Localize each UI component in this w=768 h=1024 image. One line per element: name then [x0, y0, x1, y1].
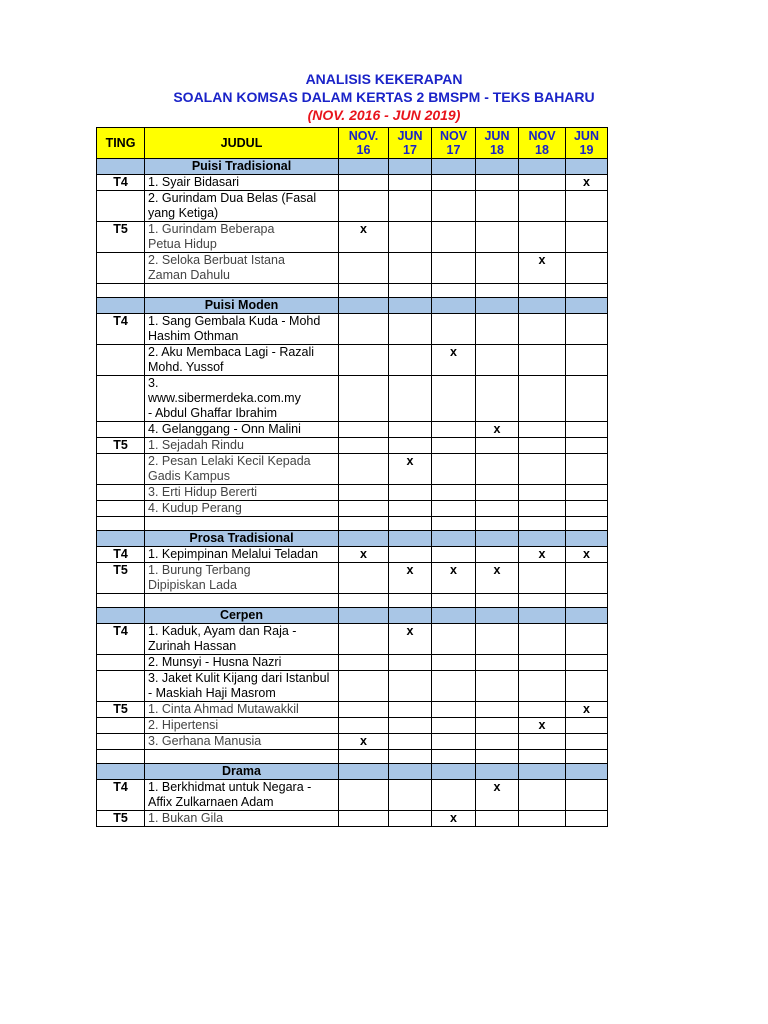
mark-cell [476, 811, 519, 827]
blank-cell [566, 594, 608, 608]
section-empty-cell [566, 764, 608, 780]
mark-cell [432, 438, 476, 454]
judul-cell: 1. Berkhidmat untuk Negara - Affix Zulkarnaen Adam [145, 780, 339, 811]
blank-cell [97, 594, 145, 608]
mark-cell [476, 624, 519, 655]
section-empty-cell [432, 531, 476, 547]
section-ting-cell [97, 764, 145, 780]
table-row [97, 624, 608, 655]
blank-cell [476, 284, 519, 298]
section-title: Prosa Tradisional [145, 531, 339, 547]
blank-row [97, 594, 608, 608]
ting-cell: T4 [97, 780, 145, 811]
judul-cell: 3. Erti Hidup Bererti [145, 485, 339, 501]
mark-cell [432, 454, 476, 485]
section-empty-cell [339, 531, 389, 547]
mark-cell: x [339, 222, 389, 253]
mark-cell [519, 376, 566, 422]
blank-cell [476, 517, 519, 531]
mark-cell [566, 222, 608, 253]
blank-cell [339, 517, 389, 531]
mark-cell [389, 314, 432, 345]
ting-cell: T4 [97, 547, 145, 563]
table-row [97, 811, 608, 827]
blank-cell [389, 517, 432, 531]
mark-cell [432, 253, 476, 284]
blank-cell [519, 594, 566, 608]
mark-cell [432, 624, 476, 655]
section-empty-cell [389, 159, 432, 175]
mark-cell [432, 314, 476, 345]
mark-cell [519, 734, 566, 750]
mark-cell [519, 501, 566, 517]
mark-cell [432, 501, 476, 517]
ting-cell [97, 376, 145, 422]
mark-cell [519, 345, 566, 376]
judul-cell: 4. Gelanggang - Onn Malini [145, 422, 339, 438]
blank-cell [389, 284, 432, 298]
header-judul: JUDUL [145, 128, 339, 159]
mark-cell: x [519, 253, 566, 284]
mark-cell [432, 734, 476, 750]
table-row [97, 345, 608, 376]
mark-cell [566, 314, 608, 345]
blank-cell [97, 750, 145, 764]
mark-cell [476, 485, 519, 501]
header-col-jun19: JUN 19 [566, 128, 608, 159]
table-row [97, 454, 608, 485]
mark-cell [389, 702, 432, 718]
mark-cell: x [389, 563, 432, 594]
blank-row [97, 750, 608, 764]
ting-cell [97, 253, 145, 284]
mark-cell [519, 222, 566, 253]
mark-cell [566, 191, 608, 222]
mark-cell [519, 191, 566, 222]
header-ting: TING [97, 128, 145, 159]
section-empty-cell [476, 531, 519, 547]
mark-cell [389, 655, 432, 671]
blank-cell [476, 594, 519, 608]
mark-cell [476, 501, 519, 517]
table-row [97, 191, 608, 222]
section-empty-cell [432, 159, 476, 175]
section-empty-cell [519, 531, 566, 547]
mark-cell [339, 175, 389, 191]
blank-cell [432, 517, 476, 531]
mark-cell [339, 345, 389, 376]
mark-cell [519, 702, 566, 718]
mark-cell [476, 671, 519, 702]
mark-cell [566, 563, 608, 594]
title-line-2: SOALAN KOMSAS DALAM KERTAS 2 BMSPM - TEKS BAHARU [173, 89, 595, 105]
mark-cell [339, 811, 389, 827]
section-empty-cell [432, 764, 476, 780]
blank-cell [339, 594, 389, 608]
header-col-jun17: JUN 17 [389, 128, 432, 159]
blank-cell [566, 284, 608, 298]
section-row [97, 608, 608, 624]
blank-cell [432, 284, 476, 298]
section-title: Drama [145, 764, 339, 780]
mark-cell [566, 655, 608, 671]
blank-cell [145, 750, 339, 764]
mark-cell [476, 222, 519, 253]
section-empty-cell [339, 764, 389, 780]
ting-cell [97, 734, 145, 750]
mark-cell [432, 655, 476, 671]
blank-cell [339, 284, 389, 298]
mark-cell [339, 422, 389, 438]
mark-cell [476, 655, 519, 671]
blank-cell [476, 750, 519, 764]
section-empty-cell [476, 608, 519, 624]
judul-cell: 2. Aku Membaca Lagi - Razali Mohd. Yussof [145, 345, 339, 376]
judul-cell: 2. Pesan Lelaki Kecil Kepada Gadis Kampus [145, 454, 339, 485]
mark-cell [519, 438, 566, 454]
mark-cell [389, 718, 432, 734]
mark-cell [519, 563, 566, 594]
blank-cell [389, 750, 432, 764]
judul-cell: 3. Gerhana Manusia [145, 734, 339, 750]
mark-cell [389, 175, 432, 191]
mark-cell [339, 671, 389, 702]
judul-cell: 1. Kepimpinan Melalui Teladan [145, 547, 339, 563]
mark-cell [432, 191, 476, 222]
mark-cell [476, 454, 519, 485]
mark-cell [389, 191, 432, 222]
blank-cell [519, 517, 566, 531]
mark-cell [519, 624, 566, 655]
section-empty-cell [519, 764, 566, 780]
table-row [97, 671, 608, 702]
table-row [97, 222, 608, 253]
ting-cell: T5 [97, 222, 145, 253]
ting-cell: T4 [97, 314, 145, 345]
mark-cell [432, 671, 476, 702]
ting-cell [97, 501, 145, 517]
mark-cell [566, 718, 608, 734]
mark-cell [519, 655, 566, 671]
mark-cell [389, 422, 432, 438]
section-row [97, 298, 608, 314]
section-ting-cell [97, 298, 145, 314]
judul-cell: 2. Gurindam Dua Belas (Fasal yang Ketiga) [145, 191, 339, 222]
ting-cell [97, 655, 145, 671]
section-empty-cell [389, 608, 432, 624]
section-title: Puisi Moden [145, 298, 339, 314]
mark-cell [566, 253, 608, 284]
judul-cell: 1. Bukan Gila [145, 811, 339, 827]
section-empty-cell [389, 531, 432, 547]
mark-cell [519, 175, 566, 191]
table-row [97, 734, 608, 750]
mark-cell [432, 780, 476, 811]
section-row [97, 764, 608, 780]
mark-cell [519, 671, 566, 702]
section-row [97, 159, 608, 175]
table-row [97, 702, 608, 718]
mark-cell [339, 376, 389, 422]
mark-cell [566, 780, 608, 811]
mark-cell [432, 485, 476, 501]
mark-cell [566, 345, 608, 376]
section-empty-cell [476, 159, 519, 175]
section-row [97, 531, 608, 547]
section-empty-cell [339, 608, 389, 624]
section-ting-cell [97, 531, 145, 547]
mark-cell [389, 811, 432, 827]
ting-cell [97, 422, 145, 438]
mark-cell [389, 376, 432, 422]
mark-cell: x [339, 734, 389, 750]
mark-cell [476, 191, 519, 222]
ting-cell [97, 191, 145, 222]
mark-cell [566, 454, 608, 485]
mark-cell [339, 702, 389, 718]
mark-cell [566, 671, 608, 702]
mark-cell [339, 314, 389, 345]
mark-cell [519, 314, 566, 345]
mark-cell [566, 501, 608, 517]
mark-cell [339, 501, 389, 517]
mark-cell: x [566, 175, 608, 191]
table-row [97, 314, 608, 345]
table-row [97, 422, 608, 438]
judul-cell: 1. Sang Gembala Kuda - Mohd Hashim Othman [145, 314, 339, 345]
blank-row [97, 517, 608, 531]
mark-cell: x [476, 563, 519, 594]
mark-cell: x [476, 780, 519, 811]
blank-cell [145, 284, 339, 298]
table-row [97, 175, 608, 191]
mark-cell [389, 671, 432, 702]
mark-cell: x [432, 563, 476, 594]
section-empty-cell [476, 298, 519, 314]
mark-cell: x [339, 547, 389, 563]
mark-cell [389, 438, 432, 454]
section-title: Cerpen [145, 608, 339, 624]
mark-cell [389, 501, 432, 517]
mark-cell [339, 563, 389, 594]
section-empty-cell [476, 764, 519, 780]
table-body [97, 159, 608, 827]
judul-cell: 1. Burung Terbang Dipipiskan Lada [145, 563, 339, 594]
mark-cell [339, 718, 389, 734]
judul-cell: 2. Hipertensi [145, 718, 339, 734]
ting-cell [97, 485, 145, 501]
header-row [97, 128, 608, 159]
mark-cell [566, 422, 608, 438]
mark-cell [566, 811, 608, 827]
mark-cell [389, 780, 432, 811]
mark-cell [339, 454, 389, 485]
mark-cell [389, 485, 432, 501]
mark-cell [432, 422, 476, 438]
title-line-3: (NOV. 2016 - JUN 2019) [307, 107, 461, 123]
mark-cell [339, 655, 389, 671]
blank-cell [519, 750, 566, 764]
section-empty-cell [566, 608, 608, 624]
mark-cell [566, 438, 608, 454]
blank-cell [145, 517, 339, 531]
document-title [0, 70, 768, 124]
section-empty-cell [432, 608, 476, 624]
table-row [97, 718, 608, 734]
header-col-nov16: NOV. 16 [339, 128, 389, 159]
mark-cell: x [476, 422, 519, 438]
ting-cell: T4 [97, 175, 145, 191]
mark-cell [476, 175, 519, 191]
mark-cell [432, 547, 476, 563]
table-row [97, 376, 608, 422]
judul-cell: 3. www.sibermerdeka.com.my - Abdul Ghaffar Ibrahim [145, 376, 339, 422]
mark-cell [476, 376, 519, 422]
section-empty-cell [566, 159, 608, 175]
section-empty-cell [389, 764, 432, 780]
blank-cell [566, 750, 608, 764]
blank-cell [339, 750, 389, 764]
section-empty-cell [389, 298, 432, 314]
mark-cell [566, 734, 608, 750]
mark-cell [566, 485, 608, 501]
mark-cell [389, 222, 432, 253]
section-ting-cell [97, 608, 145, 624]
section-empty-cell [519, 159, 566, 175]
ting-cell [97, 718, 145, 734]
mark-cell [476, 718, 519, 734]
ting-cell [97, 454, 145, 485]
table-row [97, 501, 608, 517]
mark-cell [432, 376, 476, 422]
mark-cell [339, 253, 389, 284]
mark-cell [519, 454, 566, 485]
mark-cell [432, 718, 476, 734]
table-row [97, 547, 608, 563]
ting-cell: T4 [97, 624, 145, 655]
mark-cell [389, 253, 432, 284]
mark-cell [339, 191, 389, 222]
mark-cell: x [389, 624, 432, 655]
mark-cell [339, 438, 389, 454]
table-row [97, 780, 608, 811]
judul-cell: 4. Kudup Perang [145, 501, 339, 517]
mark-cell [476, 702, 519, 718]
mark-cell [566, 624, 608, 655]
mark-cell: x [519, 547, 566, 563]
mark-cell [476, 253, 519, 284]
mark-cell [476, 734, 519, 750]
ting-cell: T5 [97, 563, 145, 594]
mark-cell [476, 547, 519, 563]
judul-cell: 1. Gurindam Beberapa Petua Hidup [145, 222, 339, 253]
mark-cell [339, 624, 389, 655]
judul-cell: 1. Syair Bidasari [145, 175, 339, 191]
section-empty-cell [339, 298, 389, 314]
blank-row [97, 284, 608, 298]
judul-cell: 2. Munsyi - Husna Nazri [145, 655, 339, 671]
mark-cell [476, 314, 519, 345]
blank-cell [432, 750, 476, 764]
mark-cell [519, 780, 566, 811]
section-title: Puisi Tradisional [145, 159, 339, 175]
mark-cell [476, 345, 519, 376]
blank-cell [519, 284, 566, 298]
mark-cell [432, 702, 476, 718]
frequency-table [96, 127, 608, 827]
ting-cell [97, 671, 145, 702]
section-empty-cell [432, 298, 476, 314]
section-empty-cell [519, 298, 566, 314]
mark-cell: x [432, 811, 476, 827]
mark-cell [432, 175, 476, 191]
mark-cell [519, 485, 566, 501]
blank-cell [97, 284, 145, 298]
judul-cell: 1. Cinta Ahmad Mutawakkil [145, 702, 339, 718]
header-col-nov18: NOV 18 [519, 128, 566, 159]
mark-cell [389, 547, 432, 563]
mark-cell [476, 438, 519, 454]
table-row [97, 253, 608, 284]
mark-cell [339, 485, 389, 501]
blank-cell [432, 594, 476, 608]
mark-cell [519, 422, 566, 438]
judul-cell: 1. Sejadah Rindu [145, 438, 339, 454]
judul-cell: 3. Jaket Kulit Kijang dari Istanbul - Maskiah Haji Masrom [145, 671, 339, 702]
section-empty-cell [566, 298, 608, 314]
header-col-jun18: JUN 18 [476, 128, 519, 159]
section-ting-cell [97, 159, 145, 175]
section-empty-cell [519, 608, 566, 624]
section-empty-cell [339, 159, 389, 175]
header-col-nov17: NOV 17 [432, 128, 476, 159]
mark-cell: x [566, 547, 608, 563]
blank-cell [145, 594, 339, 608]
mark-cell: x [566, 702, 608, 718]
blank-cell [389, 594, 432, 608]
mark-cell: x [389, 454, 432, 485]
blank-cell [97, 517, 145, 531]
mark-cell [389, 734, 432, 750]
table-row [97, 655, 608, 671]
table-row [97, 485, 608, 501]
judul-cell: 1. Kaduk, Ayam dan Raja - Zurinah Hassan [145, 624, 339, 655]
section-empty-cell [566, 531, 608, 547]
mark-cell [566, 376, 608, 422]
ting-cell: T5 [97, 702, 145, 718]
table-row [97, 563, 608, 594]
ting-cell: T5 [97, 438, 145, 454]
mark-cell [339, 780, 389, 811]
table-row [97, 438, 608, 454]
mark-cell [519, 811, 566, 827]
blank-cell [566, 517, 608, 531]
title-line-1: ANALISIS KEKERAPAN [305, 71, 463, 87]
mark-cell [389, 345, 432, 376]
ting-cell [97, 345, 145, 376]
mark-cell: x [432, 345, 476, 376]
mark-cell: x [519, 718, 566, 734]
ting-cell: T5 [97, 811, 145, 827]
mark-cell [432, 222, 476, 253]
judul-cell: 2. Seloka Berbuat Istana Zaman Dahulu [145, 253, 339, 284]
